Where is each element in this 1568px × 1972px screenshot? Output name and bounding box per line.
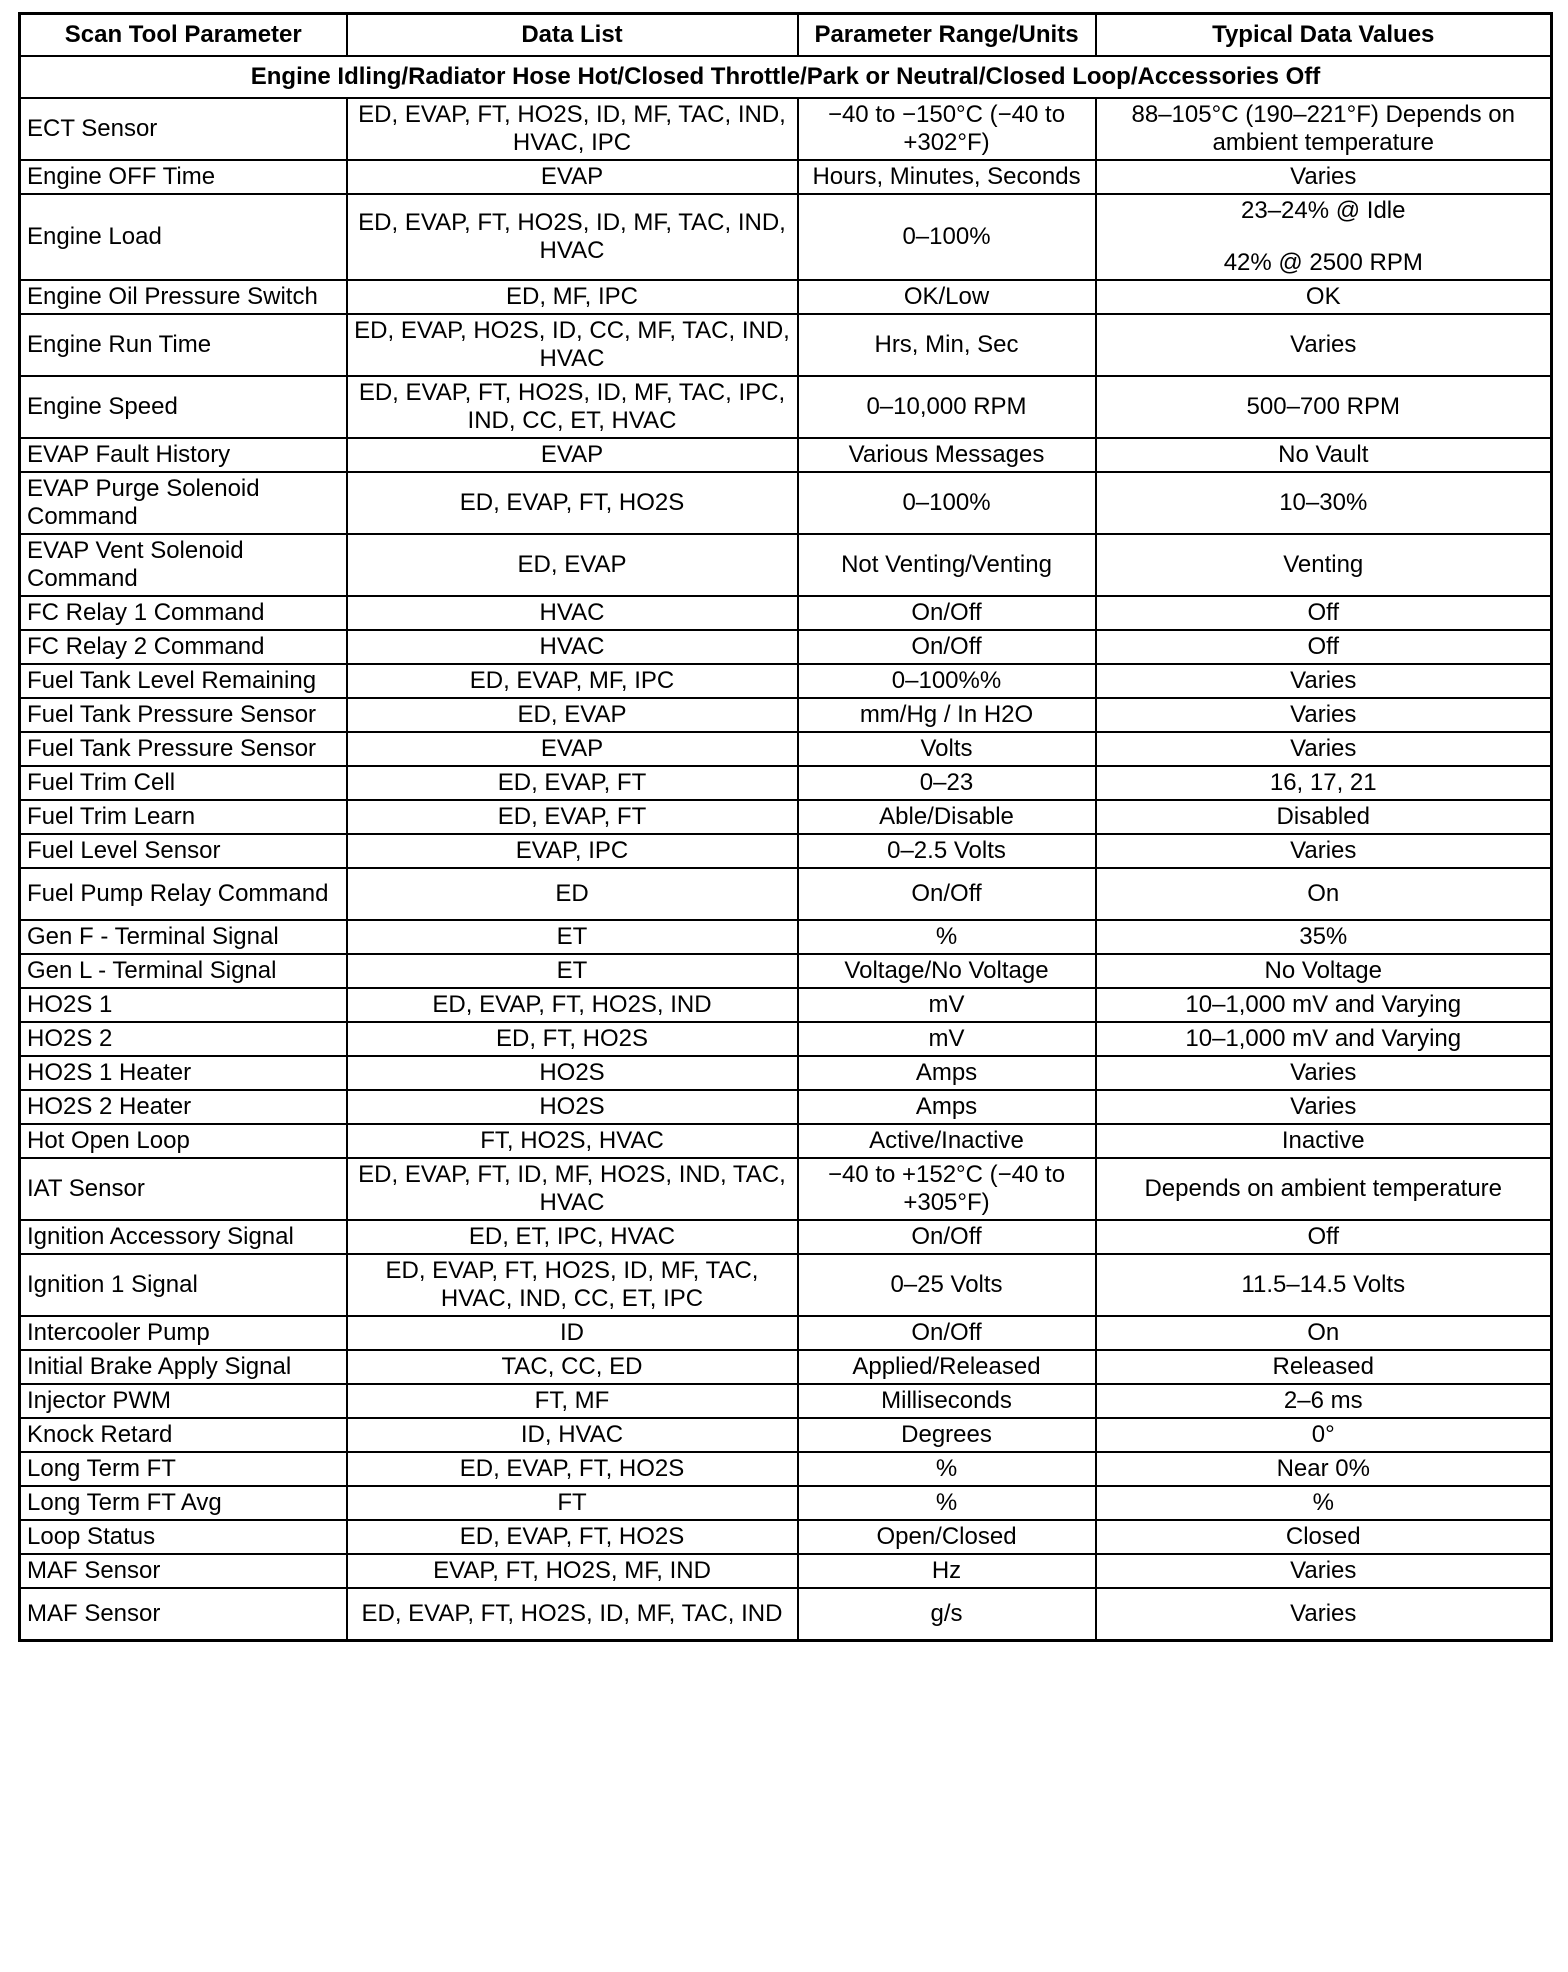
cell-scan-tool-parameter: ECT Sensor bbox=[20, 98, 347, 160]
cell-parameter-range-units: Amps bbox=[798, 1056, 1096, 1090]
cell-data-list: FT, MF bbox=[347, 1384, 798, 1418]
cell-scan-tool-parameter: Engine Oil Pressure Switch bbox=[20, 280, 347, 314]
cell-data-list: ED, EVAP bbox=[347, 534, 798, 596]
cell-data-list: ED, EVAP bbox=[347, 698, 798, 732]
table-row bbox=[20, 1090, 1552, 1124]
cell-parameter-range-units: Amps bbox=[798, 1090, 1096, 1124]
cell-scan-tool-parameter: Fuel Trim Cell bbox=[20, 766, 347, 800]
cell-typical-data-values: Varies bbox=[1096, 1554, 1552, 1588]
cell-typical-data-values: Depends on ambient temperature bbox=[1096, 1158, 1552, 1220]
cell-parameter-range-units: 0–100%% bbox=[798, 664, 1096, 698]
cell-data-list: EVAP bbox=[347, 732, 798, 766]
table-row bbox=[20, 280, 1552, 314]
cell-typical-data-values: Varies bbox=[1096, 834, 1552, 868]
cell-data-list: ED, EVAP, FT, HO2S, ID, MF, TAC, HVAC, IND, CC, ET, IPC bbox=[347, 1254, 798, 1316]
cell-typical-data-values: Varies bbox=[1096, 664, 1552, 698]
cell-typical-data-values: Varies bbox=[1096, 160, 1552, 194]
cell-typical-data-values: Varies bbox=[1096, 732, 1552, 766]
cell-typical-data-values: No Voltage bbox=[1096, 954, 1552, 988]
cell-scan-tool-parameter: Engine OFF Time bbox=[20, 160, 347, 194]
cell-scan-tool-parameter: IAT Sensor bbox=[20, 1158, 347, 1220]
cell-typical-data-values: 10–30% bbox=[1096, 472, 1552, 534]
cell-data-list: EVAP bbox=[347, 438, 798, 472]
cell-parameter-range-units: On/Off bbox=[798, 596, 1096, 630]
table-row bbox=[20, 1418, 1552, 1452]
cell-parameter-range-units: Active/Inactive bbox=[798, 1124, 1096, 1158]
cell-parameter-range-units: Able/Disable bbox=[798, 800, 1096, 834]
cell-data-list: ED, FT, HO2S bbox=[347, 1022, 798, 1056]
cell-parameter-range-units: Milliseconds bbox=[798, 1384, 1096, 1418]
cell-data-list: ED, EVAP, FT, HO2S bbox=[347, 1520, 798, 1554]
cell-typical-data-values: 10–1,000 mV and Varying bbox=[1096, 1022, 1552, 1056]
cell-scan-tool-parameter: FC Relay 2 Command bbox=[20, 630, 347, 664]
cell-parameter-range-units: On/Off bbox=[798, 1316, 1096, 1350]
table-row bbox=[20, 954, 1552, 988]
cell-parameter-range-units: mV bbox=[798, 988, 1096, 1022]
cell-data-list: HO2S bbox=[347, 1090, 798, 1124]
cell-typical-data-values: 10–1,000 mV and Varying bbox=[1096, 988, 1552, 1022]
cell-scan-tool-parameter: HO2S 1 Heater bbox=[20, 1056, 347, 1090]
table-row bbox=[20, 1158, 1552, 1220]
cell-parameter-range-units: Volts bbox=[798, 732, 1096, 766]
cell-scan-tool-parameter: Hot Open Loop bbox=[20, 1124, 347, 1158]
cell-parameter-range-units: 0–100% bbox=[798, 472, 1096, 534]
cell-parameter-range-units: % bbox=[798, 1452, 1096, 1486]
cell-scan-tool-parameter: HO2S 2 Heater bbox=[20, 1090, 347, 1124]
cell-scan-tool-parameter: Fuel Trim Learn bbox=[20, 800, 347, 834]
cell-data-list: HVAC bbox=[347, 596, 798, 630]
cell-scan-tool-parameter: EVAP Fault History bbox=[20, 438, 347, 472]
cell-typical-data-values: 2–6 ms bbox=[1096, 1384, 1552, 1418]
cell-data-list: ED, EVAP, HO2S, ID, CC, MF, TAC, IND, HVAC bbox=[347, 314, 798, 376]
cell-parameter-range-units: Various Messages bbox=[798, 438, 1096, 472]
cell-parameter-range-units: On/Off bbox=[798, 1220, 1096, 1254]
table-row bbox=[20, 1452, 1552, 1486]
cell-data-list: ET bbox=[347, 954, 798, 988]
cell-data-list: ID bbox=[347, 1316, 798, 1350]
table-row bbox=[20, 98, 1552, 160]
cell-typical-data-values: OK bbox=[1096, 280, 1552, 314]
table-row bbox=[20, 766, 1552, 800]
cell-data-list: EVAP, FT, HO2S, MF, IND bbox=[347, 1554, 798, 1588]
cell-parameter-range-units: On/Off bbox=[798, 630, 1096, 664]
cell-typical-data-values: On bbox=[1096, 1316, 1552, 1350]
table-row bbox=[20, 1520, 1552, 1554]
cell-scan-tool-parameter: Intercooler Pump bbox=[20, 1316, 347, 1350]
table-row bbox=[20, 1022, 1552, 1056]
cell-data-list: ED, EVAP, FT bbox=[347, 766, 798, 800]
cell-typical-data-values: No Vault bbox=[1096, 438, 1552, 472]
table-row bbox=[20, 664, 1552, 698]
table-row bbox=[20, 988, 1552, 1022]
cell-parameter-range-units: 0–10,000 RPM bbox=[798, 376, 1096, 438]
table-row bbox=[20, 1254, 1552, 1316]
cell-scan-tool-parameter: Fuel Tank Pressure Sensor bbox=[20, 732, 347, 766]
cell-typical-data-values: Disabled bbox=[1096, 800, 1552, 834]
cell-typical-data-values: 0° bbox=[1096, 1418, 1552, 1452]
cell-scan-tool-parameter: Fuel Pump Relay Command bbox=[20, 868, 347, 920]
header-data-list: Data List bbox=[347, 14, 798, 57]
cell-scan-tool-parameter: MAF Sensor bbox=[20, 1588, 347, 1640]
cell-scan-tool-parameter: FC Relay 1 Command bbox=[20, 596, 347, 630]
cell-scan-tool-parameter: Ignition 1 Signal bbox=[20, 1254, 347, 1316]
cell-parameter-range-units: −40 to +152°C (−40 to +305°F) bbox=[798, 1158, 1096, 1220]
cell-parameter-range-units: On/Off bbox=[798, 868, 1096, 920]
cell-parameter-range-units: OK/Low bbox=[798, 280, 1096, 314]
table-row bbox=[20, 1486, 1552, 1520]
table-row bbox=[20, 194, 1552, 280]
cell-typical-data-values: Near 0% bbox=[1096, 1452, 1552, 1486]
scan-tool-data-table bbox=[18, 12, 1553, 1642]
typical-value-line: 42% @ 2500 RPM bbox=[1223, 249, 1423, 276]
cell-scan-tool-parameter: EVAP Purge Solenoid Command bbox=[20, 472, 347, 534]
cell-data-list: EVAP, IPC bbox=[347, 834, 798, 868]
header-parameter-range-units: Parameter Range/Units bbox=[798, 14, 1096, 57]
header-row bbox=[20, 14, 1552, 57]
header-typical-data-values: Typical Data Values bbox=[1096, 14, 1552, 57]
table-row bbox=[20, 1056, 1552, 1090]
cell-scan-tool-parameter: MAF Sensor bbox=[20, 1554, 347, 1588]
cell-data-list: ED, EVAP, FT, HO2S, ID, MF, TAC, IND, HVAC bbox=[347, 194, 798, 280]
cell-typical-data-values: Off bbox=[1096, 596, 1552, 630]
cell-parameter-range-units: Not Venting/Venting bbox=[798, 534, 1096, 596]
cell-data-list: ID, HVAC bbox=[347, 1418, 798, 1452]
cell-typical-data-values: Inactive bbox=[1096, 1124, 1552, 1158]
table-row bbox=[20, 800, 1552, 834]
cell-data-list: ED, EVAP, FT, ID, MF, HO2S, IND, TAC, HVAC bbox=[347, 1158, 798, 1220]
cell-parameter-range-units: Hours, Minutes, Seconds bbox=[798, 160, 1096, 194]
table-row bbox=[20, 438, 1552, 472]
header-scan-tool-parameter: Scan Tool Parameter bbox=[20, 14, 347, 57]
cell-scan-tool-parameter: EVAP Vent Solenoid Command bbox=[20, 534, 347, 596]
cell-scan-tool-parameter: Gen L - Terminal Signal bbox=[20, 954, 347, 988]
cell-data-list: ED, ET, IPC, HVAC bbox=[347, 1220, 798, 1254]
cell-scan-tool-parameter: Long Term FT bbox=[20, 1452, 347, 1486]
table-row bbox=[20, 1554, 1552, 1588]
cell-data-list: ED, EVAP, FT, HO2S, ID, MF, TAC, IPC, IND, CC, ET, HVAC bbox=[347, 376, 798, 438]
table-row bbox=[20, 1124, 1552, 1158]
cell-typical-data-values: Varies bbox=[1096, 1588, 1552, 1640]
cell-data-list: FT, HO2S, HVAC bbox=[347, 1124, 798, 1158]
cell-typical-data-values: 35% bbox=[1096, 920, 1552, 954]
cell-parameter-range-units: % bbox=[798, 920, 1096, 954]
cell-typical-data-values: Off bbox=[1096, 630, 1552, 664]
cell-scan-tool-parameter: Gen F - Terminal Signal bbox=[20, 920, 347, 954]
table-row bbox=[20, 376, 1552, 438]
cell-typical-data-values: 11.5–14.5 Volts bbox=[1096, 1254, 1552, 1316]
cell-data-list: ED, EVAP, FT, HO2S, IND bbox=[347, 988, 798, 1022]
table-row bbox=[20, 534, 1552, 596]
cell-parameter-range-units: Hrs, Min, Sec bbox=[798, 314, 1096, 376]
cell-scan-tool-parameter: HO2S 2 bbox=[20, 1022, 347, 1056]
table-row bbox=[20, 596, 1552, 630]
cell-parameter-range-units: 0–2.5 Volts bbox=[798, 834, 1096, 868]
cell-parameter-range-units: 0–23 bbox=[798, 766, 1096, 800]
cell-scan-tool-parameter: Ignition Accessory Signal bbox=[20, 1220, 347, 1254]
cell-scan-tool-parameter: Long Term FT Avg bbox=[20, 1486, 347, 1520]
cell-data-list: ET bbox=[347, 920, 798, 954]
cell-typical-data-values: Closed bbox=[1096, 1520, 1552, 1554]
typical-value-line: 23–24% @ Idle bbox=[1241, 197, 1406, 224]
table-row bbox=[20, 1316, 1552, 1350]
cell-typical-data-values: Off bbox=[1096, 1220, 1552, 1254]
cell-parameter-range-units: mm/Hg / In H2O bbox=[798, 698, 1096, 732]
condition-text: Engine Idling/Radiator Hose Hot/Closed Throttle/Park or Neutral/Closed Loop/Accessories Off bbox=[20, 56, 1552, 98]
cell-data-list: ED, EVAP, FT, HO2S bbox=[347, 472, 798, 534]
cell-parameter-range-units: 0–100% bbox=[798, 194, 1096, 280]
table-row bbox=[20, 868, 1552, 920]
cell-scan-tool-parameter: Engine Speed bbox=[20, 376, 347, 438]
table-row bbox=[20, 160, 1552, 194]
cell-parameter-range-units: % bbox=[798, 1486, 1096, 1520]
table-row bbox=[20, 1350, 1552, 1384]
cell-data-list: HO2S bbox=[347, 1056, 798, 1090]
table-row bbox=[20, 698, 1552, 732]
cell-scan-tool-parameter: Knock Retard bbox=[20, 1418, 347, 1452]
cell-data-list: ED, EVAP, FT, HO2S, ID, MF, TAC, IND, HVAC, IPC bbox=[347, 98, 798, 160]
cell-data-list: HVAC bbox=[347, 630, 798, 664]
cell-parameter-range-units: Hz bbox=[798, 1554, 1096, 1588]
cell-typical-data-values: Varies bbox=[1096, 314, 1552, 376]
cell-parameter-range-units: mV bbox=[798, 1022, 1096, 1056]
cell-scan-tool-parameter: Injector PWM bbox=[20, 1384, 347, 1418]
cell-data-list: ED bbox=[347, 868, 798, 920]
table-row bbox=[20, 630, 1552, 664]
cell-parameter-range-units: Open/Closed bbox=[798, 1520, 1096, 1554]
cell-scan-tool-parameter: Engine Load bbox=[20, 194, 347, 280]
cell-typical-data-values: 500–700 RPM bbox=[1096, 376, 1552, 438]
cell-typical-data-values: Released bbox=[1096, 1350, 1552, 1384]
cell-scan-tool-parameter: Loop Status bbox=[20, 1520, 347, 1554]
cell-typical-data-values: 16, 17, 21 bbox=[1096, 766, 1552, 800]
cell-parameter-range-units: Applied/Released bbox=[798, 1350, 1096, 1384]
table-row bbox=[20, 834, 1552, 868]
cell-typical-data-values: Varies bbox=[1096, 1056, 1552, 1090]
cell-scan-tool-parameter: Fuel Level Sensor bbox=[20, 834, 347, 868]
cell-scan-tool-parameter: Fuel Tank Level Remaining bbox=[20, 664, 347, 698]
cell-typical-data-values: Varies bbox=[1096, 1090, 1552, 1124]
cell-typical-data-values: Venting bbox=[1096, 534, 1552, 596]
table-row bbox=[20, 1588, 1552, 1640]
cell-data-list: ED, EVAP, FT, HO2S, ID, MF, TAC, IND bbox=[347, 1588, 798, 1640]
cell-parameter-range-units: Degrees bbox=[798, 1418, 1096, 1452]
cell-parameter-range-units: g/s bbox=[798, 1588, 1096, 1640]
condition-row bbox=[20, 56, 1552, 98]
table-row bbox=[20, 314, 1552, 376]
cell-scan-tool-parameter: HO2S 1 bbox=[20, 988, 347, 1022]
cell-typical-data-values: 88–105°C (190–221°F) Depends on ambient temperature bbox=[1096, 98, 1552, 160]
cell-scan-tool-parameter: Initial Brake Apply Signal bbox=[20, 1350, 347, 1384]
cell-typical-data-values: % bbox=[1096, 1486, 1552, 1520]
cell-data-list: ED, EVAP, FT bbox=[347, 800, 798, 834]
cell-data-list: ED, MF, IPC bbox=[347, 280, 798, 314]
line-gap bbox=[1103, 225, 1545, 249]
cell-data-list: ED, EVAP, FT, HO2S bbox=[347, 1452, 798, 1486]
cell-scan-tool-parameter: Fuel Tank Pressure Sensor bbox=[20, 698, 347, 732]
cell-parameter-range-units: 0–25 Volts bbox=[798, 1254, 1096, 1316]
cell-typical-data-values: On bbox=[1096, 868, 1552, 920]
table-row bbox=[20, 920, 1552, 954]
table-row bbox=[20, 732, 1552, 766]
cell-typical-data-values: Varies bbox=[1096, 698, 1552, 732]
cell-data-list: ED, EVAP, MF, IPC bbox=[347, 664, 798, 698]
table-row bbox=[20, 472, 1552, 534]
cell-scan-tool-parameter: Engine Run Time bbox=[20, 314, 347, 376]
table-row bbox=[20, 1220, 1552, 1254]
cell-typical-data-values bbox=[1096, 194, 1552, 280]
cell-parameter-range-units: Voltage/No Voltage bbox=[798, 954, 1096, 988]
cell-data-list: TAC, CC, ED bbox=[347, 1350, 798, 1384]
cell-data-list: EVAP bbox=[347, 160, 798, 194]
cell-parameter-range-units: −40 to −150°C (−40 to +302°F) bbox=[798, 98, 1096, 160]
table-row bbox=[20, 1384, 1552, 1418]
cell-data-list: FT bbox=[347, 1486, 798, 1520]
